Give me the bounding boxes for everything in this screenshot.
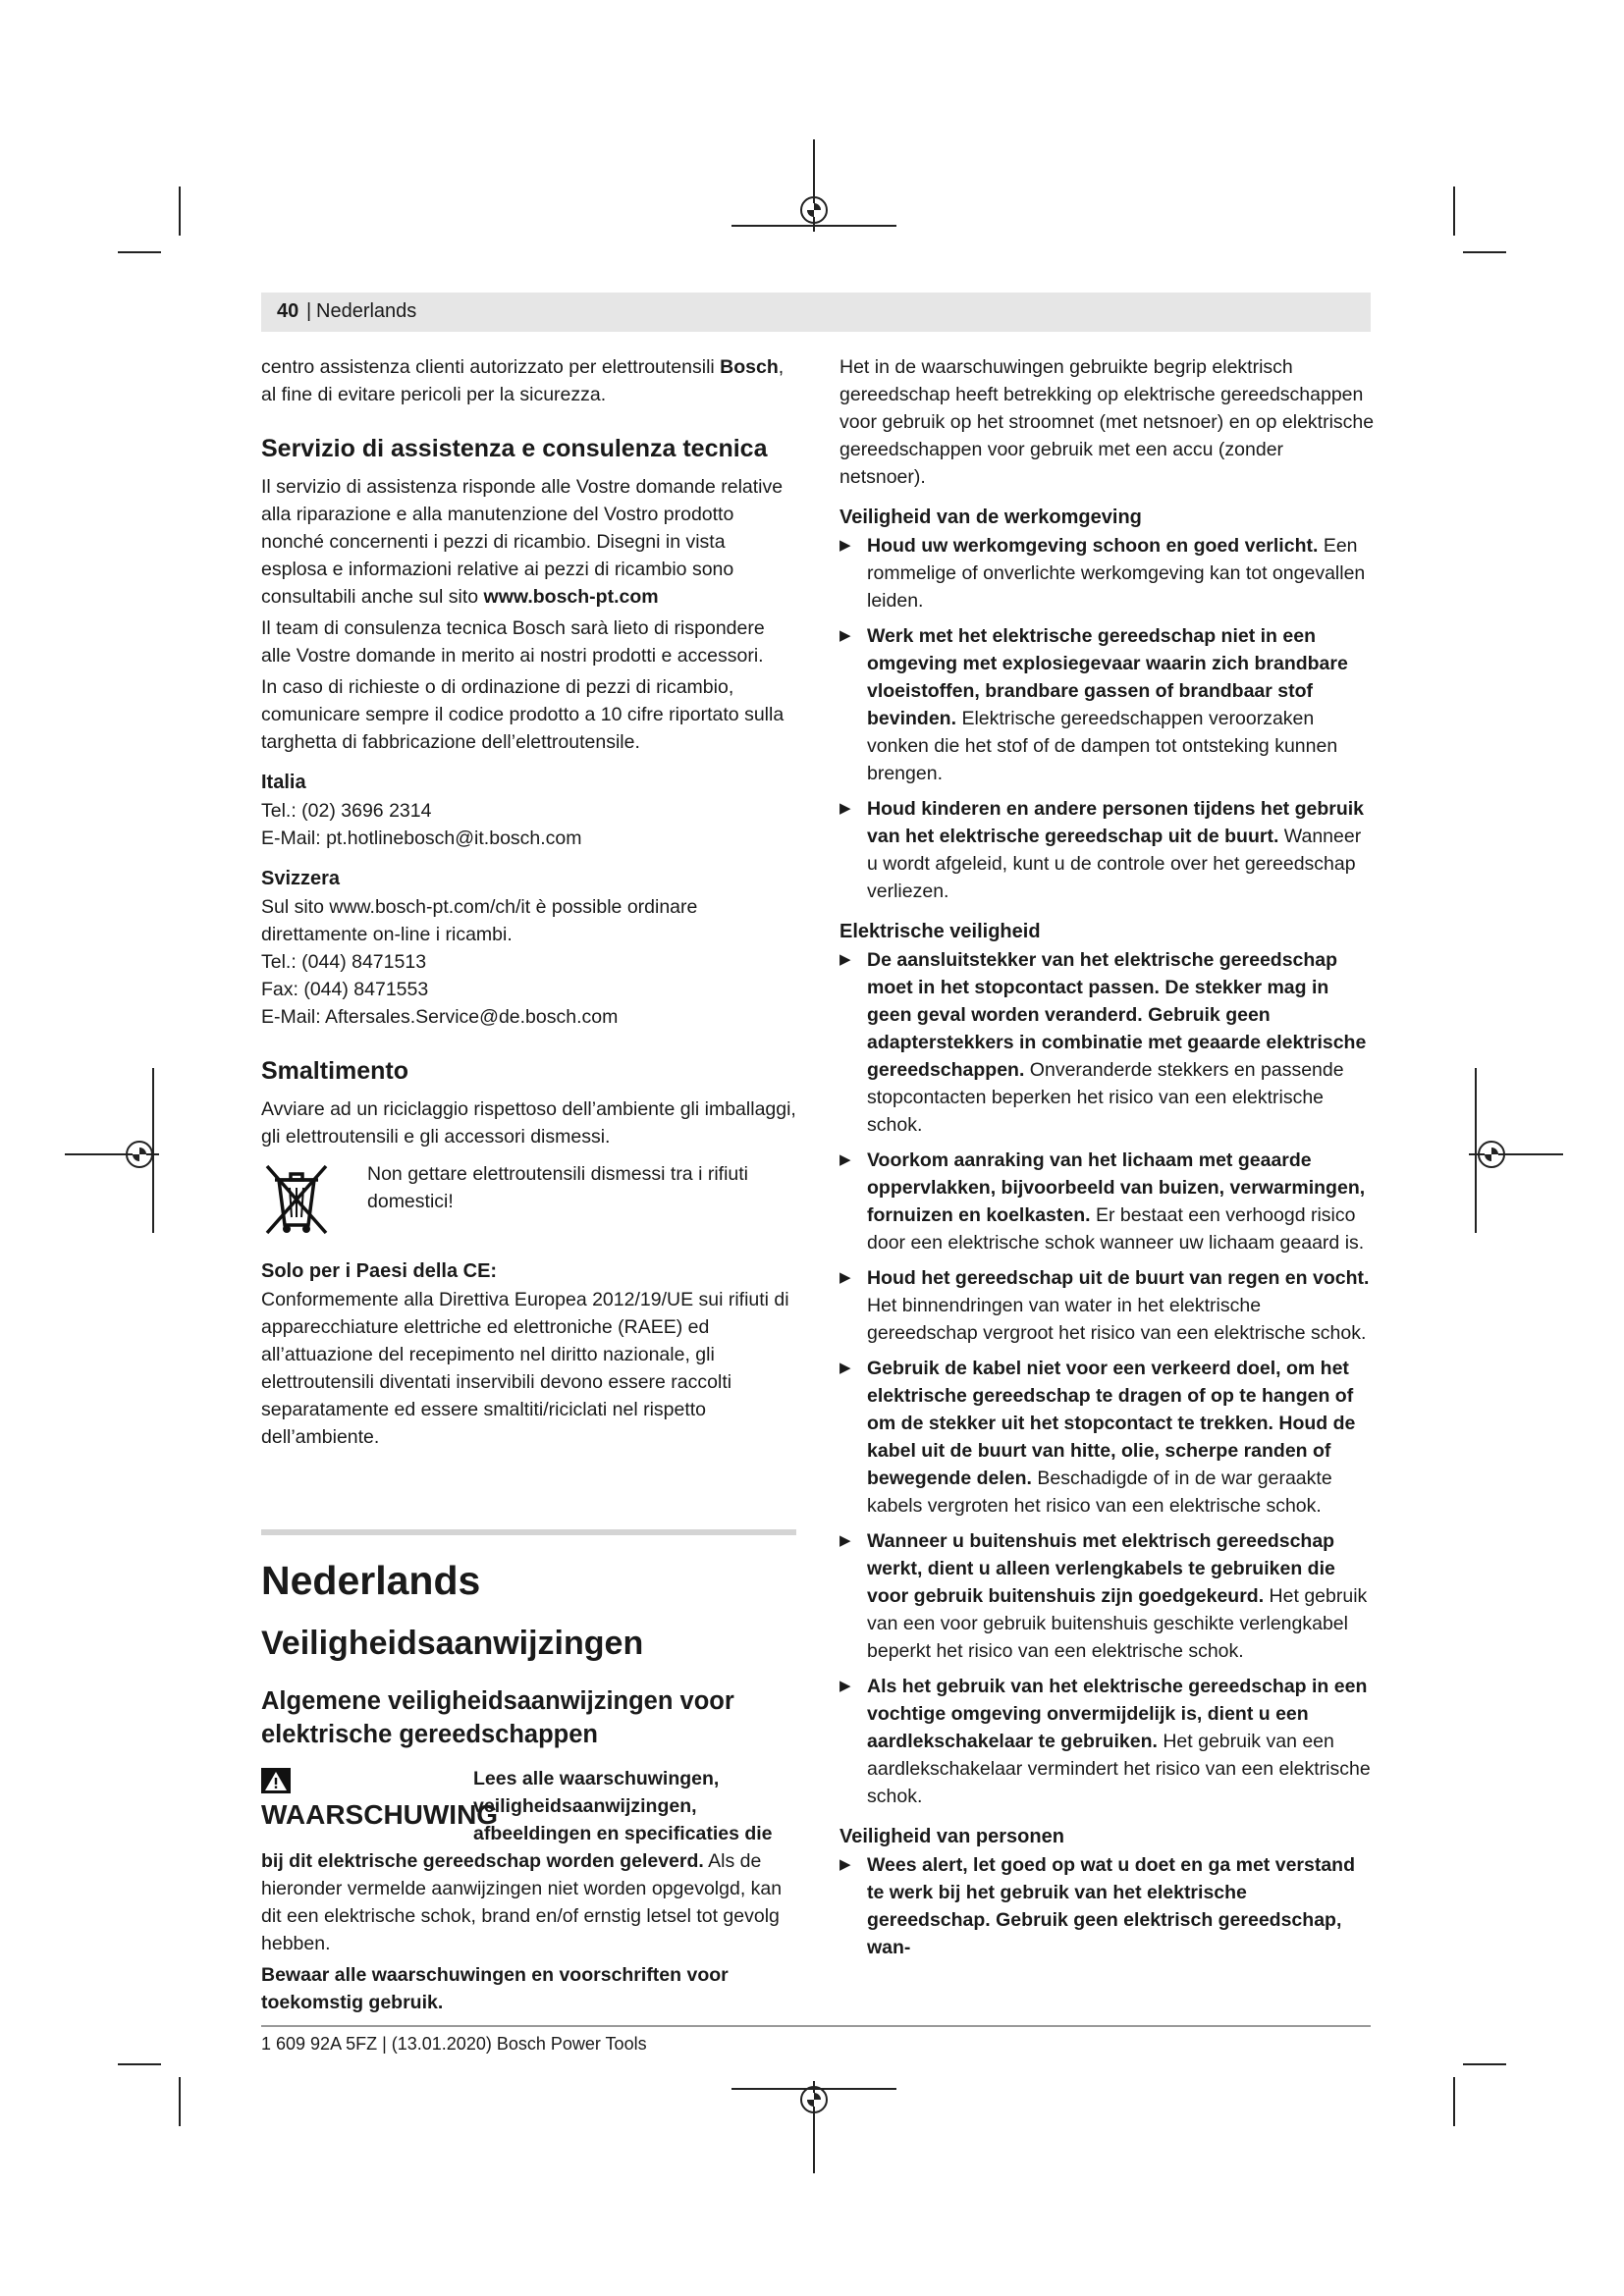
service-paragraph: In caso di richieste o di ordinazione di pezzi di ricambio, comunicare sempre il codice prodotto a 10 cifre riportato sulla targhetta di fabbricazione dell’elettroutensile.: [261, 676, 785, 753]
electrical-safety-heading: Elektrische veiligheid: [839, 921, 1041, 942]
work-area-list: [839, 532, 1375, 905]
footer-text: 1 609 92A 5FZ | (13.01.2020) Bosch Power Tools: [261, 2034, 647, 2054]
crop-mark: [179, 2077, 181, 2126]
weee-notice: [261, 1160, 796, 1239]
list-item: ▶ Houd het gereedschap uit de buurt van regen en vocht. Het binnendringen van water in het elektrische gereedschap vergroot het risico van een elektrische schok.: [839, 1264, 1375, 1347]
smaltimento-heading: Smaltimento: [261, 1057, 409, 1085]
italia-email: E-Mail: pt.hotlinebosch@it.bosch.com: [261, 828, 582, 849]
svizzera-email: E-Mail: Aftersales.Service@de.bosch.com: [261, 1006, 619, 1028]
svizzera-fax: Fax: (044) 8471553: [261, 979, 429, 1000]
left-column: [261, 353, 796, 2020]
header-language: Nederlands: [316, 300, 417, 322]
list-item: ▶ Houd uw werkomgeving schoon en goed verlicht. Een rommelige of onverlichte werkomgeving kan tot ongevallen leiden.: [839, 532, 1375, 614]
list-item: ▶ Voorkom aanraking van het lichaam met geaarde oppervlakken, bijvoorbeeld van buizen, verwarmingen, fornuizen en koelkasten. Er bestaat een verhoogd risico door een elektrische schok wanneer uw lichaam geaard is.: [839, 1147, 1375, 1256]
page-header: [261, 293, 1371, 332]
crop-mark: [118, 251, 161, 253]
definition-paragraph: Het in de waarschuwingen gebruikte begrip elektrisch gereedschap heeft betrekking op elektrische gereedschappen voor gebruik op het stroomnet (met netsnoer) en op elektrische gereedschappen voor gebruik met een accu (zonder netsnoer).: [839, 356, 1375, 488]
safety-title: Veiligheidsaanwijzingen: [261, 1625, 644, 1662]
weee-text: Non gettare elettroutensili dismessi tra i rifiuti domestici!: [367, 1163, 748, 1212]
language-section-title: Nederlands: [261, 1558, 481, 1603]
list-item: ▶ Wanneer u buitenshuis met elektrisch gereedschap werkt, dient u alleen verlengkabels te gebruiken die voor gebruik buitenshuis zijn goedgekeurd. Het gebruik van een voor gebruik buitenshuis geschikte verlengkabel beperkt het risico van een elektrische schok.: [839, 1527, 1375, 1665]
keep-instructions: Bewaar alle waarschuwingen en voorschriften voor toekomstig gebruik.: [261, 1964, 729, 2013]
svizzera-phone: Tel.: (044) 8471513: [261, 951, 427, 973]
service-link[interactable]: www.bosch-pt.com: [483, 586, 659, 608]
intro-paragraph: centro assistenza clienti autorizzato per elettroutensili Bosch, al fine di evitare pericoli per la sicurezza.: [261, 356, 785, 405]
svizzera-contact: [261, 893, 796, 1031]
right-column: [839, 353, 1375, 1969]
list-item: ▶ Als het gebruik van het elektrische gereedschap in een vochtige omgeving onvermijdelijk is, dient u een aardlekschakelaar te gebruiken. Het gebruik van een aardlekschakelaar vermindert het risico van een elektrische schok.: [839, 1673, 1375, 1810]
personal-safety-heading: Veiligheid van personen: [839, 1826, 1064, 1847]
header-separator: |: [306, 300, 312, 322]
page-number: 40: [277, 300, 299, 322]
electrical-safety-list: [839, 946, 1375, 1810]
crop-mark: [1453, 187, 1455, 236]
registration-mark-icon: [126, 1141, 153, 1168]
warning-word: WAARSCHUWING: [261, 1799, 499, 1830]
list-item: ▶ De aansluitstekker van het elektrische gereedschap moet in het stopcontact passen. De stekker mag in geen geval worden veranderd. Gebruik geen adapterstekkers in combinatie met geaarde elektrische gereedschappen. Onveranderde stekkers en passende stopcontacten beperken het risico van een elektrische schok.: [839, 946, 1375, 1139]
service-paragraph: Il servizio di assistenza risponde alle Vostre domande relative alla riparazione e alla manutenzione del Vostro prodotto nonché concernenti i pezzi di ricambio. Disegni in vista esplosa e informazioni relative ai pezzi di ricambio sono consultabili anche sul sito www.bosch-pt.com: [261, 476, 784, 608]
crop-mark: [731, 225, 896, 227]
ce-heading: Solo per i Paesi della CE:: [261, 1260, 498, 1282]
crop-mark: [1475, 1068, 1477, 1233]
warning-label: [261, 1765, 499, 1832]
warning-triangle-icon: [261, 1768, 291, 1793]
registration-mark-icon: [1478, 1141, 1505, 1168]
registration-mark-icon: [800, 2086, 828, 2113]
crop-mark: [1453, 2077, 1455, 2126]
crop-mark: [179, 187, 181, 236]
list-item: ▶ Werk met het elektrische gereedschap niet in een omgeving met explosiegevaar waarin zich brandbare vloeistoffen, brandbare gassen of brandbaar stof bevinden. Elektrische gereedschappen veroorzaken vonken die het stof of de dampen tot ontsteking kunnen brengen.: [839, 622, 1375, 787]
service-heading: Servizio di assistenza e consulenza tecnica: [261, 435, 768, 462]
work-area-heading: Veiligheid van de werkomgeving: [839, 507, 1142, 528]
personal-safety-list: [839, 1851, 1375, 1961]
crossed-out-bin-icon: [261, 1160, 332, 1239]
italia-heading: Italia: [261, 772, 306, 793]
italia-phone: Tel.: (02) 3696 2314: [261, 800, 432, 822]
crop-mark: [118, 2063, 161, 2065]
registration-mark-icon: [800, 196, 828, 224]
footer-rule: [261, 2025, 1371, 2027]
list-item: ▶ Wees alert, let goed op wat u doet en ga met verstand te werk bij het gebruik van het elektrische gereedschap. Gebruik geen elektrisch gereedschap, wan-: [839, 1851, 1375, 1961]
warning-block: [261, 1765, 796, 2016]
warning-paragraph: Lees alle waarschuwingen, veiligheidsaanwijzingen, afbeeldingen en specificaties die bij dit elektrische gereedschap worden geleverd. Als de hieronder vermelde aanwijzingen niet worden opgevolgd, kan dit een elektrische schok, brand en/of ernstig letsel tot gevolg hebben.: [261, 1768, 783, 1954]
list-item: ▶ Gebruik de kabel niet voor een verkeerd doel, om het elektrische gereedschap te dragen of op te hangen of om de stekker uit het stopcontact te trekken. Houd de kabel uit de buurt van hitte, olie, scherpe randen of bewegende delen. Beschadigde of in de war geraakte kabels vergroten het risico van een elektrische schok.: [839, 1355, 1375, 1520]
general-safety-heading: Algemene veiligheidsaanwijzingen voor elektrische gereedschappen: [261, 1687, 734, 1748]
list-item: ▶ Houd kinderen en andere personen tijdens het gebruik van het elektrische gereedschap uit de buurt. Wanneer u wordt afgeleid, kunt u de controle over het gereedschap verliezen.: [839, 795, 1375, 905]
italia-contact: [261, 797, 796, 852]
crop-mark: [1463, 251, 1506, 253]
crop-mark: [1463, 2063, 1506, 2065]
service-paragraph: Il team di consulenza tecnica Bosch sarà lieto di rispondere alle Vostre domande in merito ai nostri prodotti e accessori.: [261, 617, 765, 667]
svizzera-heading: Svizzera: [261, 868, 341, 889]
section-divider: [261, 1529, 796, 1535]
ce-paragraph: Conformemente alla Direttiva Europea 2012/19/UE sui rifiuti di apparecchiature elettriche ed elettroniche (RAEE) ed all’attuazione del recepimento nel diritto nazionale, gli elettroutensili diventati inservibili devono essere raccolti separatamente ed essere smaltiti/riciclati nel rispetto dell’ambiente.: [261, 1289, 789, 1448]
smaltimento-paragraph: Avviare ad un riciclaggio rispettoso dell’ambiente gli imballaggi, gli elettroutensili e gli accessori dismessi.: [261, 1098, 796, 1148]
svizzera-web: Sul sito www.bosch-pt.com/ch/it è possible ordinare direttamente on-line i ricambi.: [261, 896, 698, 945]
